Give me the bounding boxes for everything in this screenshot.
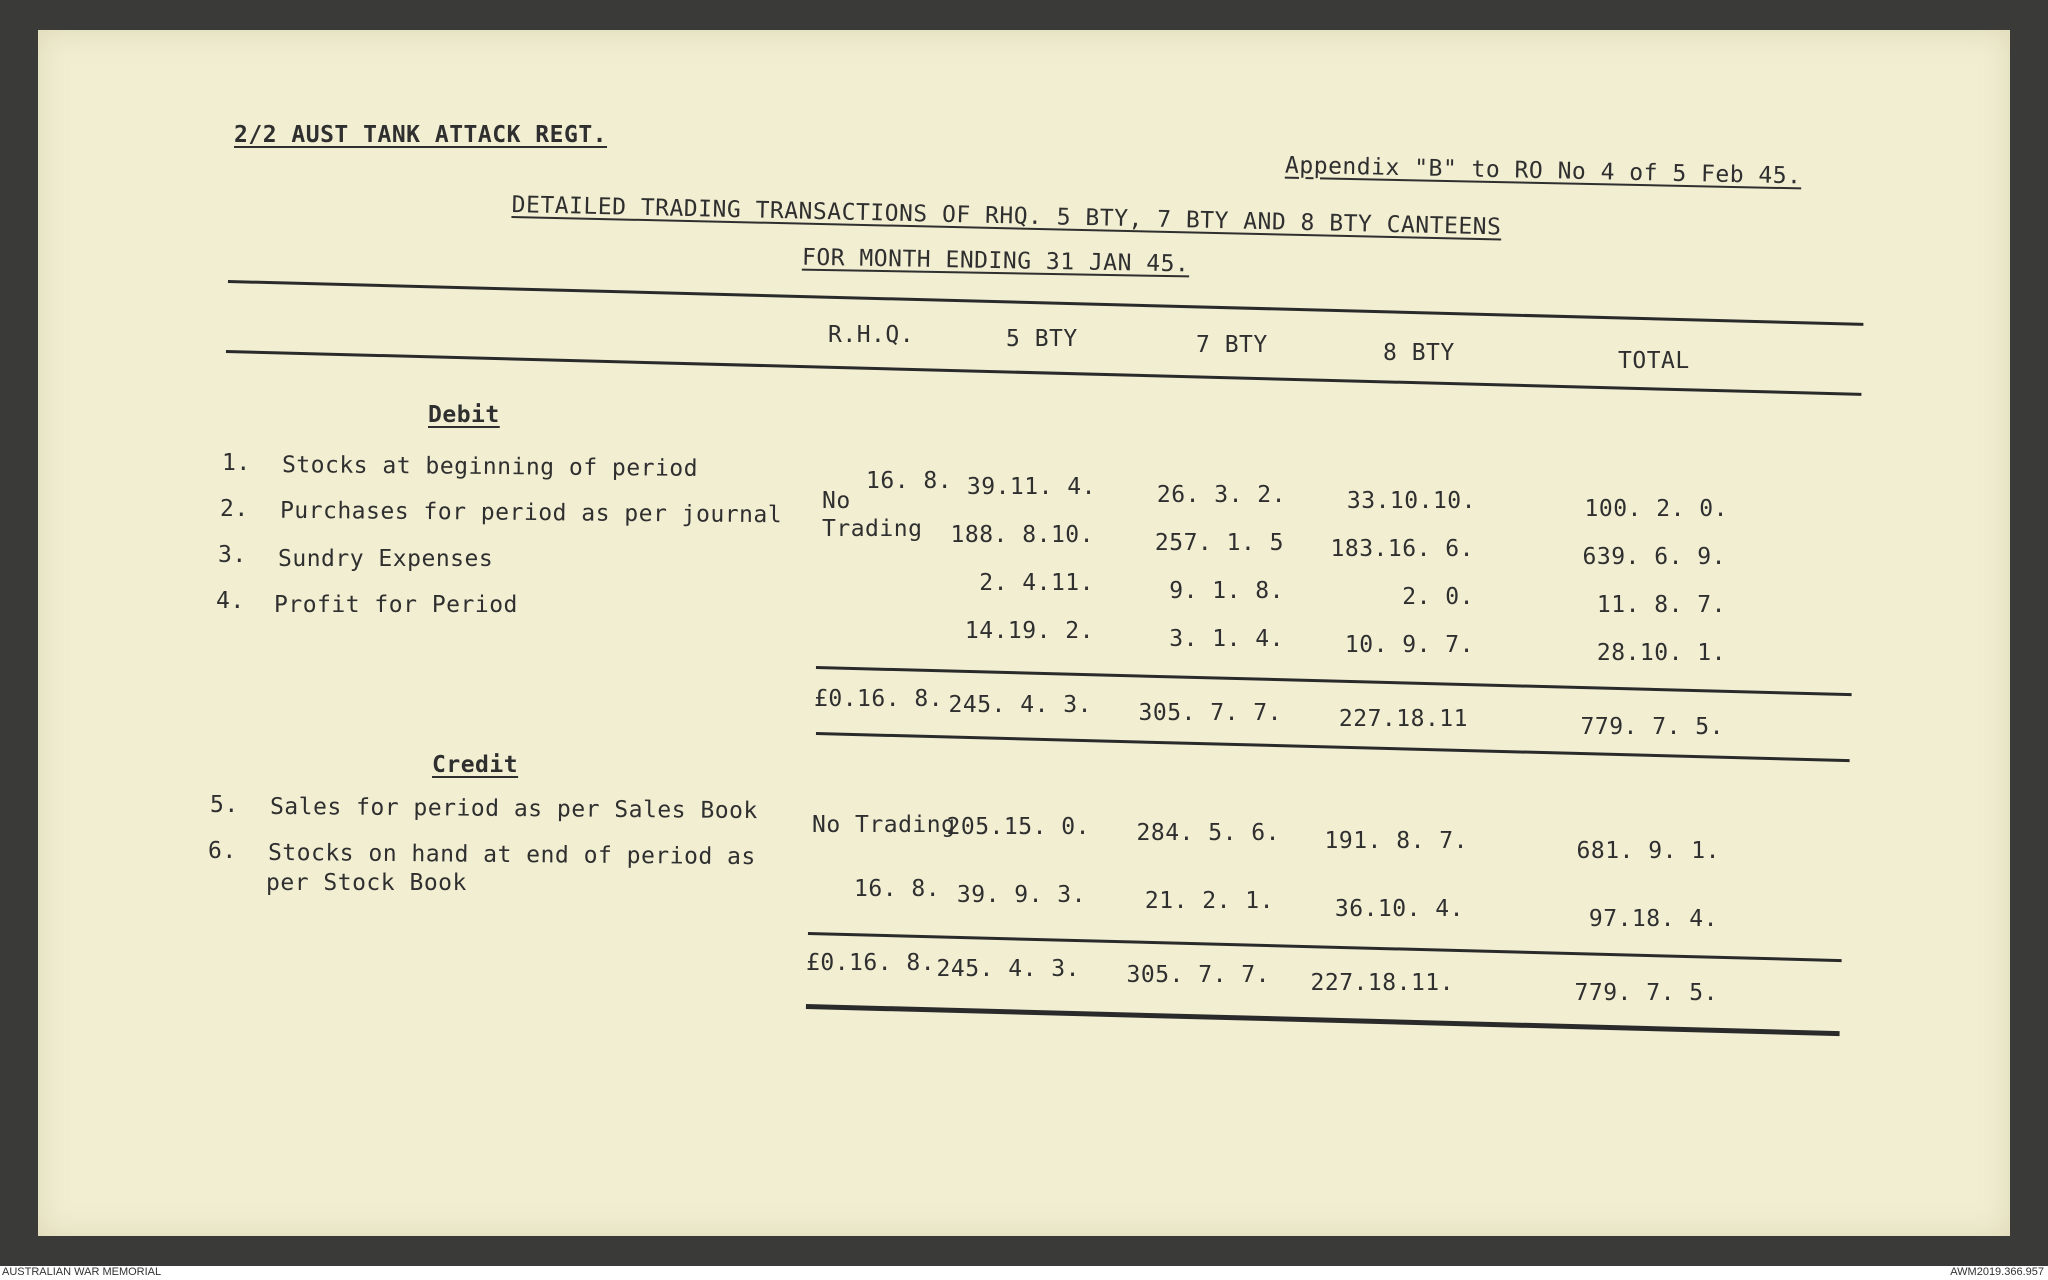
- credit-sales-5bty: 205.15. 0.: [946, 814, 1090, 840]
- rhq-trading-label: Trading: [822, 516, 923, 542]
- credit-total-8bty: 227.18.11.: [1310, 970, 1454, 996]
- bty7-debit-4: 3. 1. 4.: [1169, 626, 1284, 652]
- total-debit-4: 28.10. 1.: [1596, 640, 1726, 666]
- bty8-debit-3: 2. 0.: [1402, 584, 1474, 610]
- col-header-total: TOTAL: [1618, 348, 1690, 374]
- debit-item-1-label: Stocks at beginning of period: [281, 452, 699, 482]
- footer-accession-number: AWM2019.366.957: [1950, 1266, 2044, 1278]
- bty8-debit-4: 10. 9. 7.: [1344, 632, 1474, 658]
- credit-sales-7bty: 284. 5. 6.: [1136, 820, 1280, 846]
- debit-item-2-label: Purchases for period as per journal: [279, 497, 783, 529]
- debit-total-7bty: 305. 7. 7.: [1138, 700, 1282, 726]
- debit-item-1-num: 1.: [222, 450, 251, 476]
- total-debit-3: 11. 8. 7.: [1596, 592, 1726, 618]
- credit-total-7bty: 305. 7. 7.: [1126, 962, 1270, 988]
- credit-heading: Credit: [432, 752, 519, 778]
- total-debit-2: 639. 6. 9.: [1582, 544, 1726, 570]
- rule-header-bottom: [226, 350, 1862, 396]
- rule-top: [228, 280, 1864, 326]
- credit-stocks-7bty: 21. 2. 1.: [1144, 888, 1274, 914]
- bty8-debit-2: 183.16. 6.: [1330, 536, 1474, 562]
- credit-item-5-label: Sales for period as per Sales Book: [269, 793, 758, 825]
- rhq-debit-stock: 16. 8.: [866, 468, 953, 494]
- bty7-debit-1: 26. 3. 2.: [1156, 482, 1286, 508]
- credit-item-6-num: 6.: [208, 838, 237, 864]
- credit-stocks-8bty: 36.10. 4.: [1334, 896, 1464, 922]
- credit-sales-total: 681. 9. 1.: [1576, 838, 1720, 864]
- bty5-debit-1: 39.11. 4.: [966, 474, 1096, 500]
- archive-footer: [0, 1266, 2048, 1280]
- debit-heading: Debit: [428, 402, 500, 428]
- bty7-debit-2: 257. 1. 5: [1154, 530, 1284, 556]
- document-page: [38, 30, 2010, 1236]
- bty7-debit-3: 9. 1. 8.: [1169, 578, 1284, 604]
- credit-stocks-5bty: 39. 9. 3.: [956, 882, 1086, 908]
- debit-total-8bty: 227.18.11: [1338, 706, 1468, 732]
- col-header-7bty: 7 BTY: [1196, 332, 1268, 358]
- credit-item-5-num: 5.: [210, 792, 239, 818]
- col-header-5bty: 5 BTY: [1006, 326, 1078, 352]
- debit-item-2-num: 2.: [220, 496, 249, 522]
- debit-item-3-label: Sundry Expenses: [278, 546, 494, 572]
- debit-total-5bty: 245. 4. 3.: [948, 692, 1092, 718]
- col-header-rhq: R.H.Q.: [828, 322, 915, 348]
- credit-item-6-label-cont: per Stock Book: [266, 870, 467, 896]
- footer-institution: AUSTRALIAN WAR MEMORIAL: [2, 1266, 162, 1278]
- bty8-debit-1: 33.10.10.: [1346, 488, 1476, 514]
- debit-item-4-num: 4.: [216, 588, 245, 614]
- credit-total-all: 779. 7. 5.: [1574, 980, 1718, 1006]
- title-line-2: FOR MONTH ENDING 31 JAN 45.: [801, 244, 1190, 278]
- debit-item-4-label: Profit for Period: [274, 592, 518, 618]
- appendix-reference: Appendix "B" to RO No 4 of 5 Feb 45.: [1284, 152, 1802, 190]
- bty5-debit-2: 188. 8.10.: [950, 522, 1094, 548]
- credit-total-rhq: £0.16. 8.: [806, 950, 936, 976]
- debit-total-rhq: £0.16. 8.: [814, 686, 944, 712]
- bty5-debit-4: 14.19. 2.: [964, 618, 1094, 644]
- debit-total-all: 779. 7. 5.: [1580, 714, 1724, 740]
- credit-sales-rhq: No Trading: [812, 812, 956, 838]
- rhq-no-label: No: [822, 488, 851, 514]
- credit-total-5bty: 245. 4. 3.: [936, 956, 1080, 982]
- credit-item-6-label: Stocks on hand at end of period as: [267, 839, 756, 871]
- credit-sales-8bty: 191. 8. 7.: [1324, 828, 1468, 854]
- credit-stocks-rhq: 16. 8.: [854, 876, 941, 902]
- credit-stocks-total: 97.18. 4.: [1588, 906, 1718, 932]
- title-line-1: DETAILED TRADING TRANSACTIONS OF RHQ. 5 BTY, 7 BTY AND 8 BTY CANTEENS: [511, 192, 1502, 241]
- unit-name: 2/2 AUST TANK ATTACK REGT.: [234, 122, 608, 148]
- col-header-8bty: 8 BTY: [1383, 340, 1455, 366]
- total-debit-1: 100. 2. 0.: [1584, 496, 1728, 522]
- bty5-debit-3: 2. 4.11.: [979, 570, 1094, 596]
- rule-credit-total: [806, 1004, 1840, 1036]
- debit-item-3-num: 3.: [218, 542, 247, 568]
